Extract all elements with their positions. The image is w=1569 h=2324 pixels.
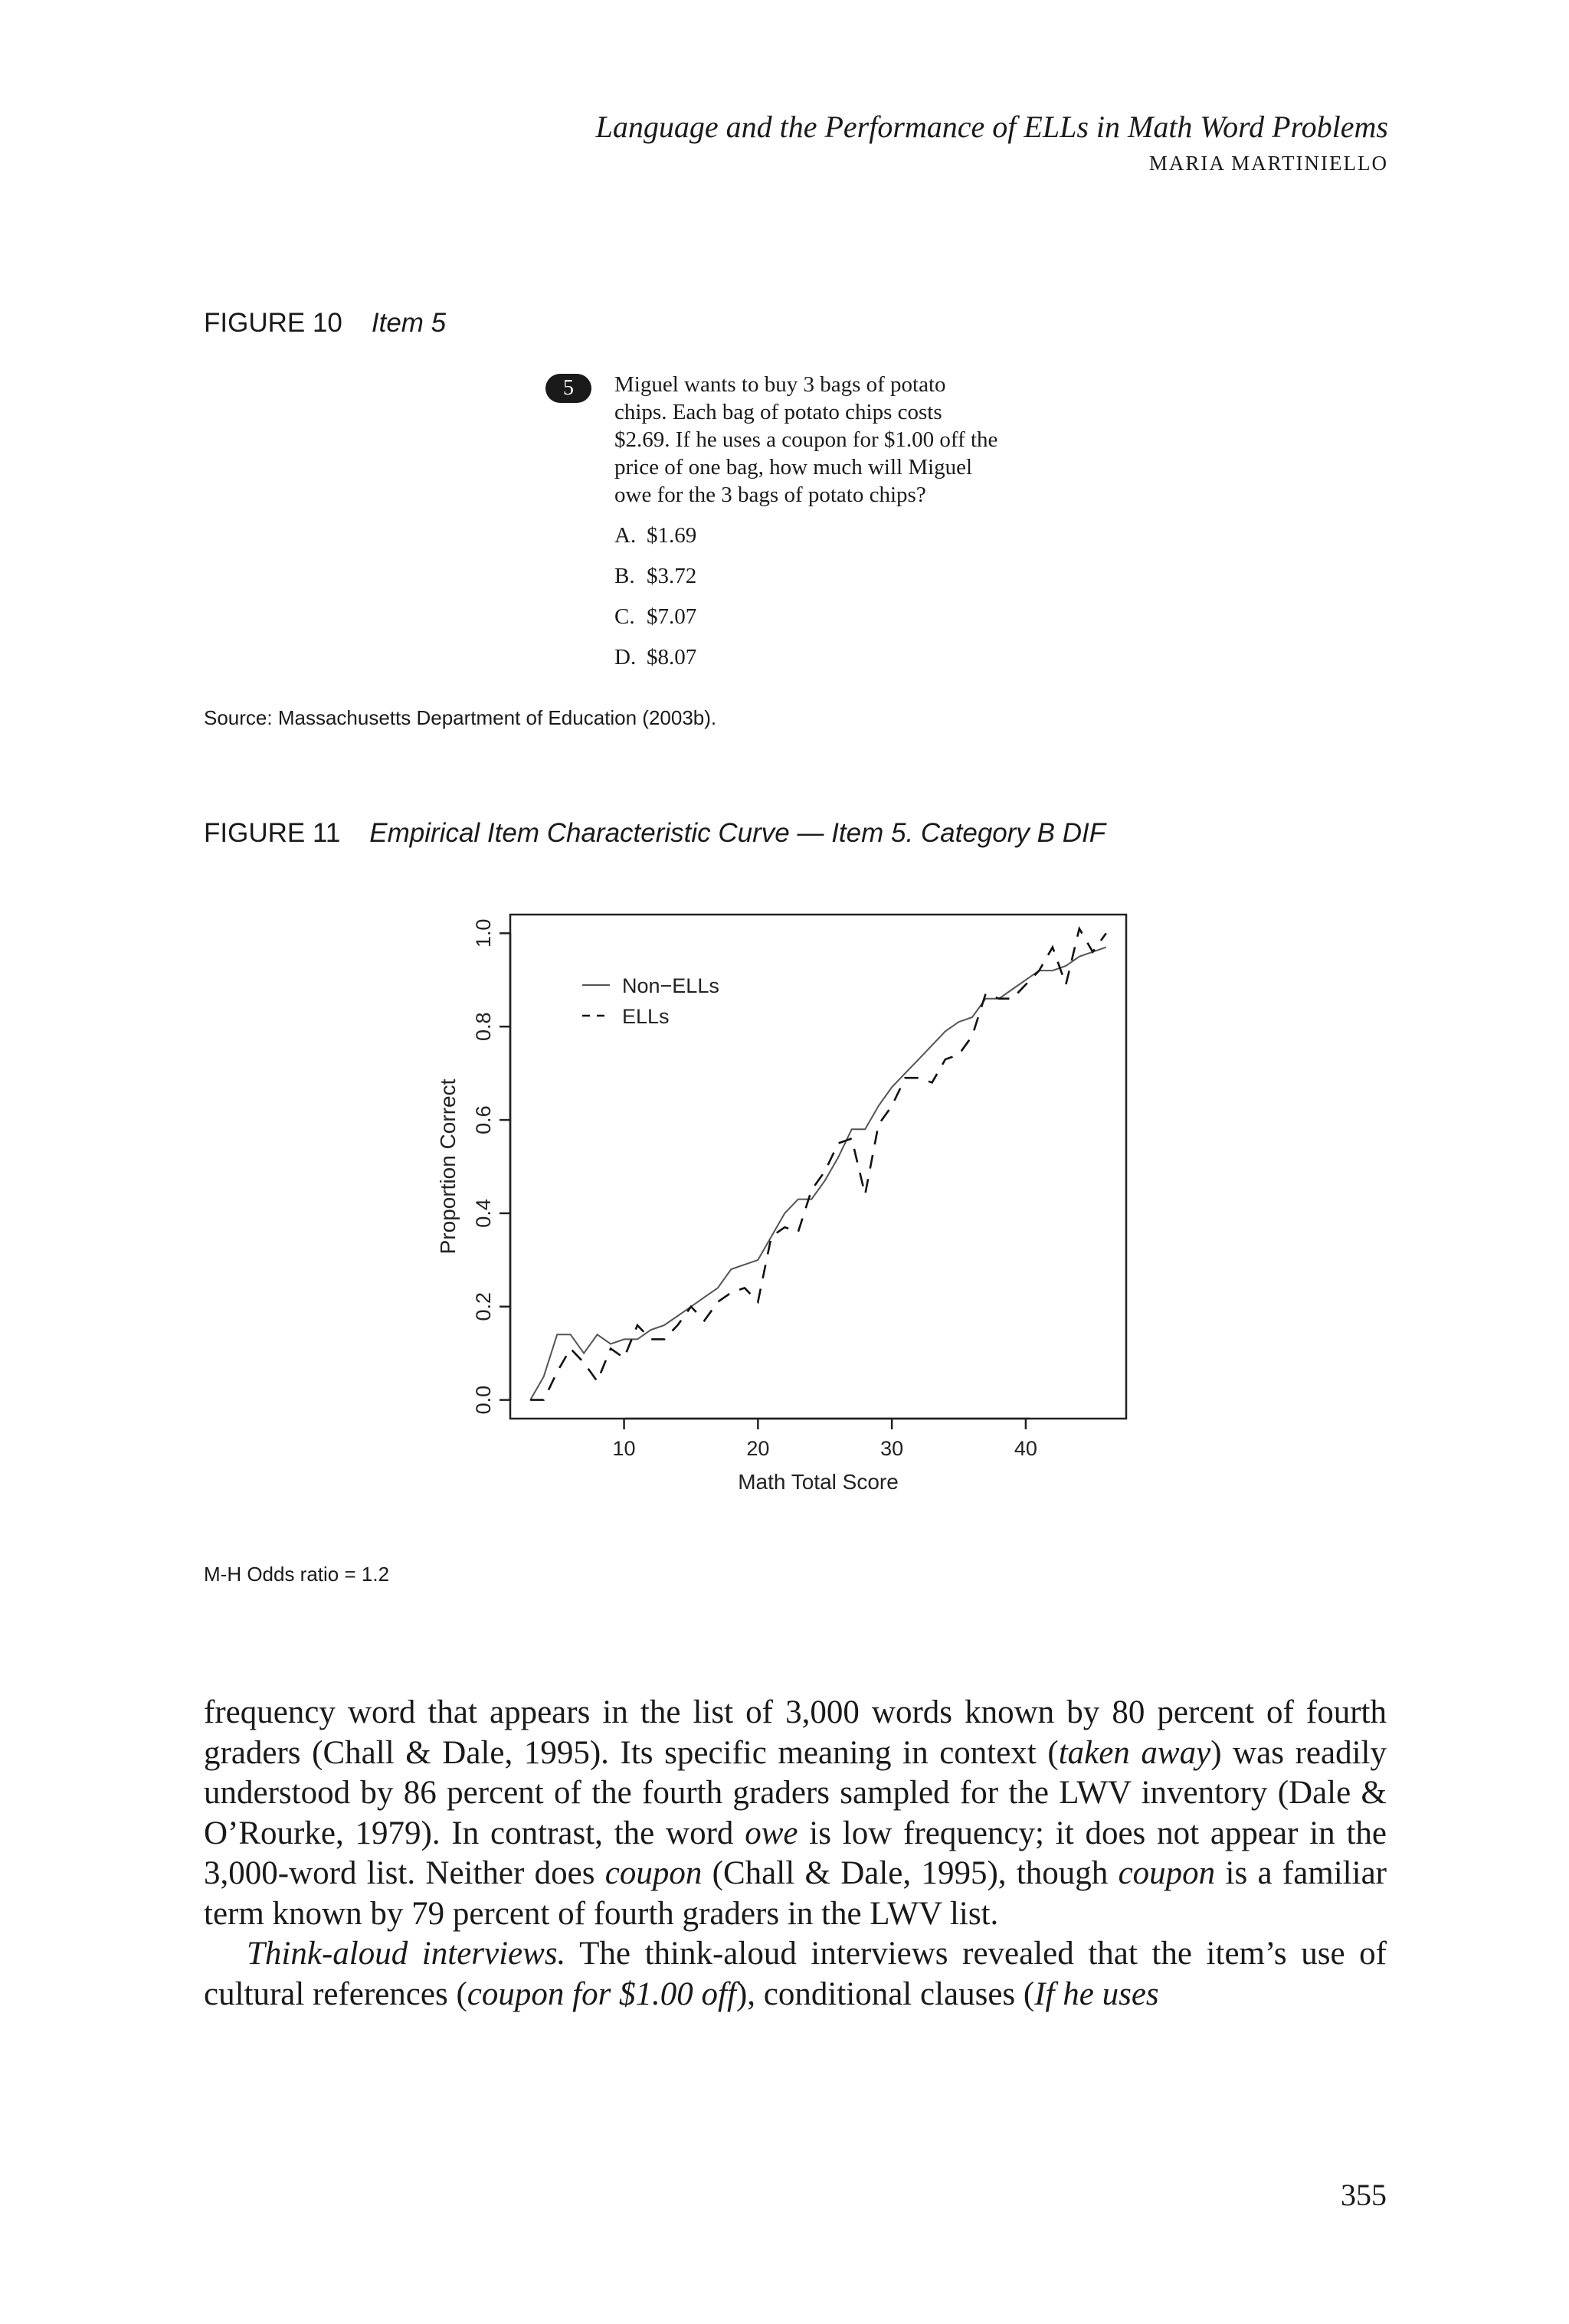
- option-value: $3.72: [647, 564, 697, 588]
- text-run: is low frequency; it does not appear in the 3,000-word list. Neither does: [204, 1815, 1387, 1891]
- y-tick-label: 0.0: [472, 1385, 495, 1415]
- paragraph: [204, 1693, 1387, 1934]
- running-head-author: MARIA MARTINIELLO: [1148, 152, 1388, 175]
- question-line: Miguel wants to buy 3 bags of potato: [614, 372, 946, 397]
- question-line: price of one bag, how much will Miguel: [614, 455, 973, 480]
- x-axis: [613, 1419, 1037, 1460]
- y-axis-label: Proportion Correct: [436, 1079, 460, 1255]
- x-tick-label: 40: [1014, 1437, 1037, 1460]
- body-text: [204, 1693, 1387, 2015]
- text-run: ), conditional clauses (: [735, 1975, 1035, 2012]
- plot-frame: [510, 915, 1126, 1419]
- figure-11-note: M-H Odds ratio = 1.2: [204, 1563, 390, 1586]
- option-value: $1.69: [647, 523, 697, 548]
- x-tick-label: 10: [612, 1437, 636, 1460]
- text-run: frequency word that appears in the list of 3,000 words known by 80 percent of fourth graders (Chall & Dale, 1995). Its specific meaning in context (: [204, 1694, 1387, 1771]
- y-tick-label: 0.4: [472, 1199, 495, 1228]
- emphasis: If he uses: [1034, 1975, 1159, 2012]
- emphasis: coupon: [1118, 1855, 1216, 1891]
- figure-title: Item 5: [371, 308, 447, 338]
- option-label: A.: [614, 523, 637, 548]
- text-run: ) was readily understood by 86 percent of the fourth graders sampled for the LWV inventory (Dale & O’Rourke, 1979). In contrast, the word: [204, 1734, 1387, 1851]
- y-tick-label: 0.6: [472, 1105, 495, 1134]
- series-layer: [530, 928, 1106, 1399]
- figure-title: Empirical Item Characteristic Curve — Item 5. Category B DIF: [369, 818, 1106, 848]
- emphasis: owe: [745, 1815, 798, 1851]
- emphasis: coupon: [604, 1855, 703, 1891]
- y-axis: [472, 919, 510, 1415]
- question-line: $2.69. If he uses a coupon for $1.00 off the: [614, 427, 998, 452]
- emphasis: coupon for $1.00 off: [467, 1975, 736, 2012]
- x-axis-label: Math Total Score: [738, 1470, 899, 1494]
- text-run: (Chall & Dale, 1995), though: [702, 1855, 1119, 1891]
- text-run: is a familiar term known by 79 percent of fourth graders in the LWV list.: [204, 1855, 1387, 1932]
- figure-number: FIGURE 11: [204, 818, 341, 848]
- y-tick-label: 1.0: [472, 918, 495, 948]
- paragraph: [204, 1934, 1387, 2015]
- y-tick-label: 0.2: [472, 1292, 495, 1321]
- running-head-title: Language and the Performance of ELLs in Math Word Problems: [595, 110, 1388, 144]
- legend-label-ells: ELLs: [622, 1005, 670, 1028]
- question-line: owe for the 3 bags of potato chips?: [614, 483, 926, 507]
- legend-label-non-ells: Non−ELLs: [622, 974, 719, 997]
- y-tick-label: 0.8: [472, 1012, 495, 1041]
- figure-10-source: Source: Massachusetts Department of Education (2003b).: [204, 706, 717, 729]
- emphasis: taken away: [1058, 1734, 1211, 1771]
- series-line-non-ells: [530, 948, 1106, 1400]
- option-label: C.: [614, 604, 635, 629]
- question-line: chips. Each bag of potato chips costs: [614, 400, 942, 424]
- emphasis: Think-aloud interviews.: [247, 1936, 566, 1972]
- text-run: The think-aloud interviews revealed that the item’s use of cultural references (: [204, 1936, 1387, 2012]
- x-tick-label: 20: [746, 1437, 770, 1460]
- option-value: $8.07: [647, 645, 697, 669]
- page-number: 355: [1341, 2178, 1387, 2212]
- legend: [582, 974, 719, 1028]
- option-label: B.: [614, 564, 635, 588]
- option-label: D.: [614, 645, 637, 669]
- series-line-ells: [530, 928, 1106, 1399]
- option-value: $7.07: [647, 604, 697, 629]
- item-number-badge: 5: [545, 374, 591, 403]
- figure-number: FIGURE 10: [204, 308, 342, 338]
- x-tick-label: 30: [880, 1437, 904, 1460]
